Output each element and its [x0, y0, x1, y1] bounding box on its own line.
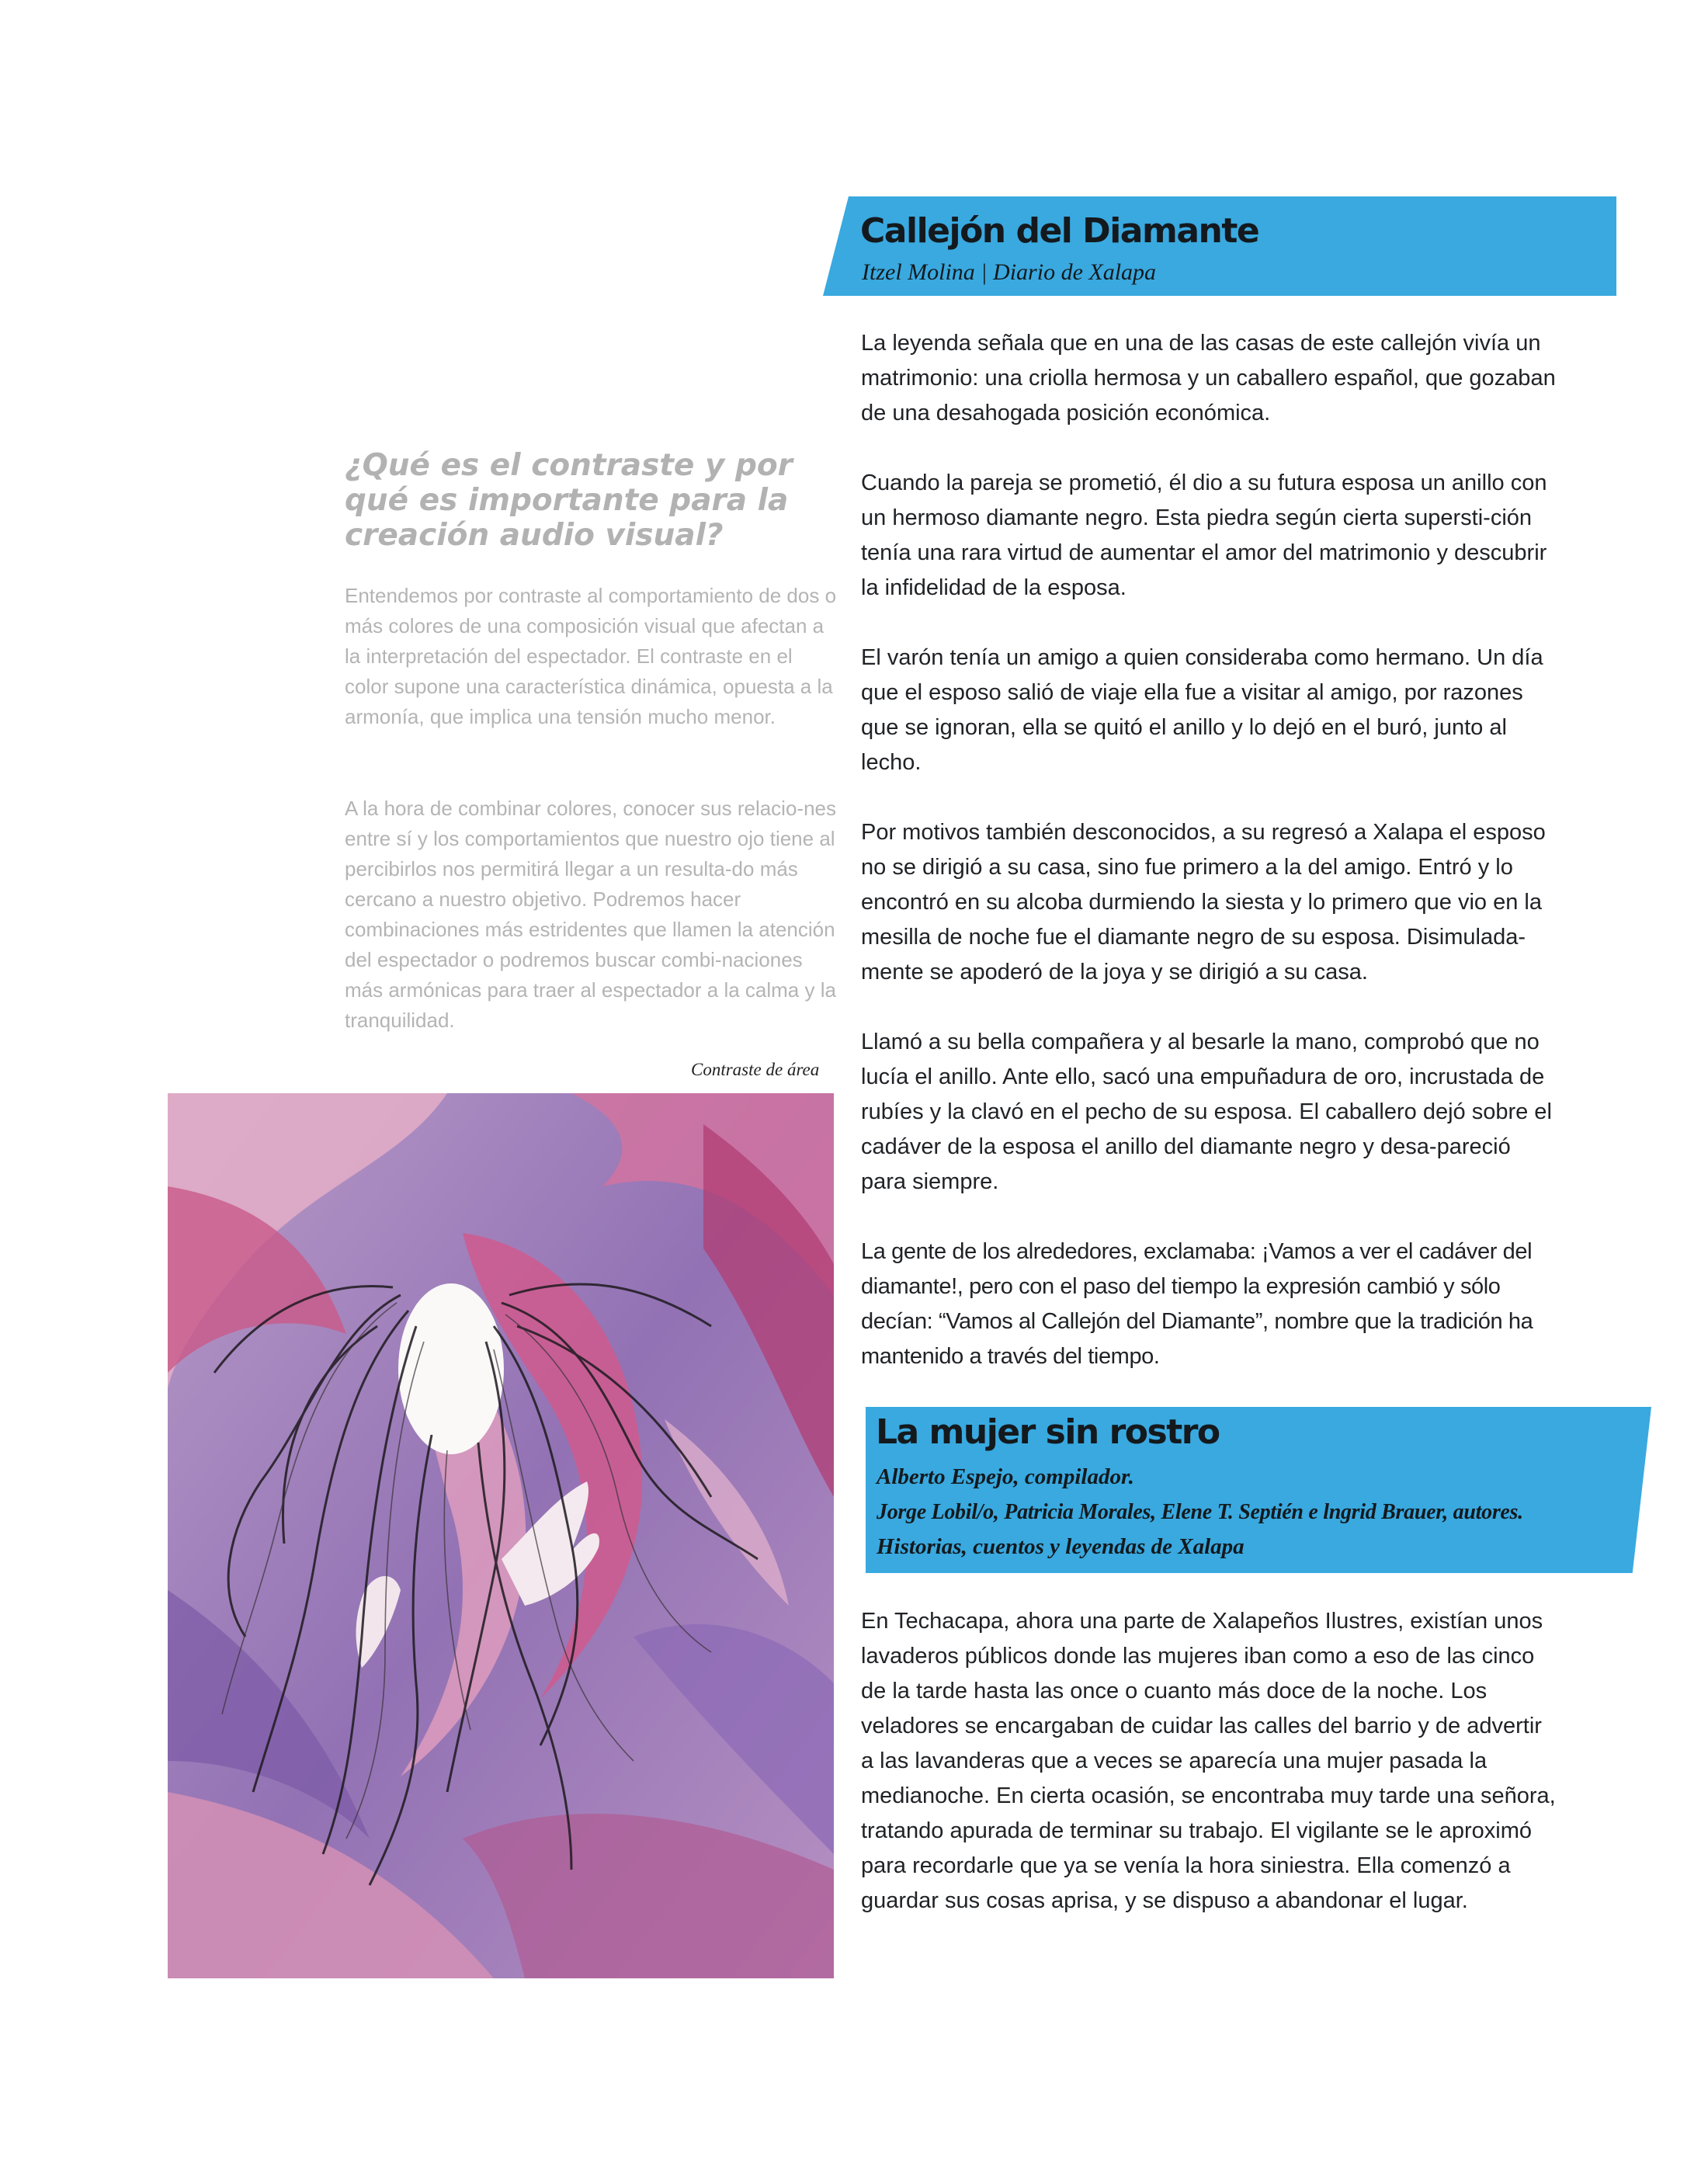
- sidebar-paragraph: A la hora de combinar colores, conocer sus relacio-nes entre sí y los comportamientos que nuestro ojo tiene al percibirlos nos permitirá llegar a un resulta-do más cercano a nuestro objetivo. Podremos hacer combinaciones más estridentes que llamen la atención del espectador o podremos buscar combi-naciones más armónicas para traer al espectador a la calma y la tranquilidad.: [345, 797, 836, 1032]
- article-paragraph: Llamó a su bella compañera y al besarle la mano, comprobó que no lucía el anillo. Ante ello, sacó una empuñadura de oro, incrustada de rubíes y la clavó en el pecho de su esposa. El caballero dejó sobre el cadáver de la esposa el anillo del diamante negro y desa-pareció para siempre.: [861, 1030, 1552, 1194]
- article-paragraph: Cuando la pareja se prometió, él dio a su futura esposa un anillo con un hermoso diamante negro. Esta piedra según cierta supersti-ción tenía una rara virtud de aumentar el amor del matrimonio y descubrir la infidelidad de la esposa.: [861, 471, 1547, 600]
- sidebar-paragraph: Entendemos por contraste al comportamiento de dos o más colores de una composición visual que afectan a la interpretación del espectador. El contraste en el color supone una característica dinámica, opuesta a la armonía, que implica una tensión mucho menor.: [345, 584, 837, 728]
- article-body: [861, 1604, 1560, 1919]
- article-title: La mujer sin rostro: [876, 1412, 1220, 1452]
- article-paragraph: En Techacapa, ahora una parte de Xalapeños Ilustres, existían unos lavaderos públicos donde las mujeres iban como a eso de las cinco de la tarde hasta las once o cuanto más doce de la noche. Los veladores se encargaban de cuidar las calles del barrio y de advertir a las lavanderas que a veces se aparecía una mujer pasada la medianoche. En cierta ocasión, se encontraba muy tarde una señora, tratando apurada de terminar su trabajo. El vigilante se le aproximó para recordarle que ya se venía la hora siniestra. Ella comenzó a guardar sus cosas aprisa, y se dispuso a abandonar el lugar.: [861, 1609, 1556, 1913]
- article-byline: Itzel Molina | Diario de Xalapa: [862, 259, 1157, 285]
- article-credit-authors: Jorge Lobil/o, Patricia Morales, Elene T. Septién e lngrid Brauer, autores.: [877, 1500, 1523, 1524]
- article-paragraph: La leyenda señala que en una de las casas de este callejón vivía un matrimonio: una criolla hermosa y un caballero español, que gozaban de una desahogada posición económica.: [861, 331, 1556, 425]
- article-paragraph: La gente de los alrededores, exclamaba: ¡Vamos a ver el cadáver del diamante!, pero con el paso del tiempo la expresión cambió y sólo decían: “Vamos al Callejón del Diamante”, nombre que la tradición ha mantenido a través del tiempo.: [861, 1239, 1533, 1369]
- article-paragraph: Por motivos también desconocidos, a su regresó a Xalapa el esposo no se dirigió a su casa, sino fue primero a la del amigo. Entró y lo encontró en su alcoba durmiendo la siesta y lo primero que vio en la mesilla de noche fue el diamante negro de su esposa. Disimulada-mente se apoderó de la joya y se dirigió a su casa.: [861, 820, 1546, 985]
- illustration-caption: Contraste de área: [691, 1060, 820, 1079]
- sidebar-heading: ¿Qué es el contraste y por qué es importante para la creación audio visual?: [345, 448, 793, 553]
- article-credit-compiler: Alberto Espejo, compilador.: [877, 1464, 1134, 1489]
- faceless-woman-illustration: [168, 1093, 834, 1978]
- article-title: Callejón del Diamante: [860, 211, 1259, 251]
- article-paragraph: El varón tenía un amigo a quien consideraba como hermano. Un día que el esposo salió de viaje ella fue a visitar al amigo, por razones que se ignoran, ella se quitó el anillo y lo dejó en el buró, junto al lecho.: [861, 645, 1543, 775]
- article-body: [861, 326, 1560, 1374]
- article-credit-book: Historias, cuentos y leyendas de Xalapa: [877, 1534, 1245, 1559]
